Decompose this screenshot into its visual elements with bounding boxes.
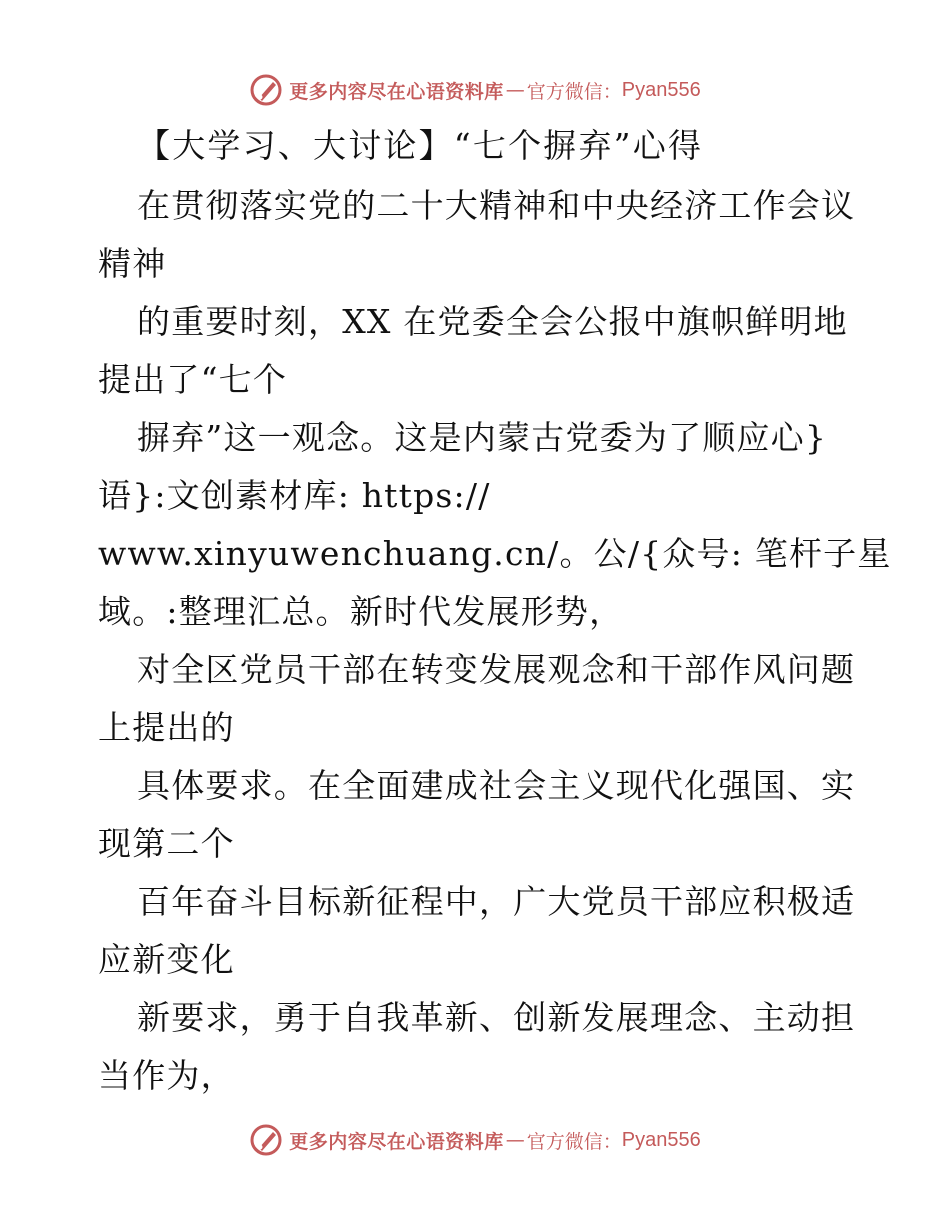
wechat-label: 官方微信： bbox=[526, 80, 622, 103]
text-line: www.xinyuwenchuang.cn/。公/{众号: 笔杆子星 bbox=[98, 534, 892, 573]
banner-dash: — bbox=[505, 79, 525, 101]
document-title: 【大学习、大讨论】“七个摒弃”心得 bbox=[137, 126, 704, 165]
pen-logo-icon bbox=[249, 1123, 283, 1157]
wechat-id: Pyan556 bbox=[621, 1128, 701, 1151]
header-banner bbox=[0, 70, 950, 110]
banner-dash: — bbox=[505, 1129, 525, 1151]
text-line: 新要求，勇于自我革新、创新发展理念、主动担 bbox=[137, 998, 856, 1037]
text-line: 应新变化 bbox=[98, 940, 235, 979]
text-line: 域。:整理汇总。新时代发展形势， bbox=[98, 592, 624, 631]
pen-logo-icon bbox=[249, 73, 283, 107]
banner-text: 更多内容尽在心语资料库 bbox=[289, 1130, 504, 1153]
banner-text: 更多内容尽在心语资料库 bbox=[289, 80, 504, 103]
wechat-label: 官方微信： bbox=[526, 1130, 622, 1153]
text-line: 提出了“七个 bbox=[98, 360, 288, 399]
text-line: 现第二个 bbox=[98, 824, 235, 863]
text-line: 摒弃”这一观念。这是内蒙古党委为了顺应心} bbox=[137, 418, 828, 457]
text-line: 当作为， bbox=[98, 1056, 235, 1095]
text-line: 在贯彻落实党的二十大精神和中央经济工作会议 bbox=[137, 186, 856, 225]
wechat-id: Pyan556 bbox=[621, 78, 701, 101]
text-line: 上提出的 bbox=[98, 708, 235, 747]
text-line: 精神 bbox=[98, 244, 167, 283]
text-line: 具体要求。在全面建成社会主义现代化强国、实 bbox=[137, 766, 856, 805]
text-line: 语}:文创素材库: https:// bbox=[98, 476, 491, 515]
text-line: 百年奋斗目标新征程中，广大党员干部应积极适 bbox=[137, 882, 856, 921]
footer-banner bbox=[0, 1120, 950, 1160]
text-line: 的重要时刻，XX 在党委全会公报中旗帜鲜明地 bbox=[137, 302, 848, 341]
text-line: 对全区党员干部在转变发展观念和干部作风问题 bbox=[137, 650, 856, 689]
